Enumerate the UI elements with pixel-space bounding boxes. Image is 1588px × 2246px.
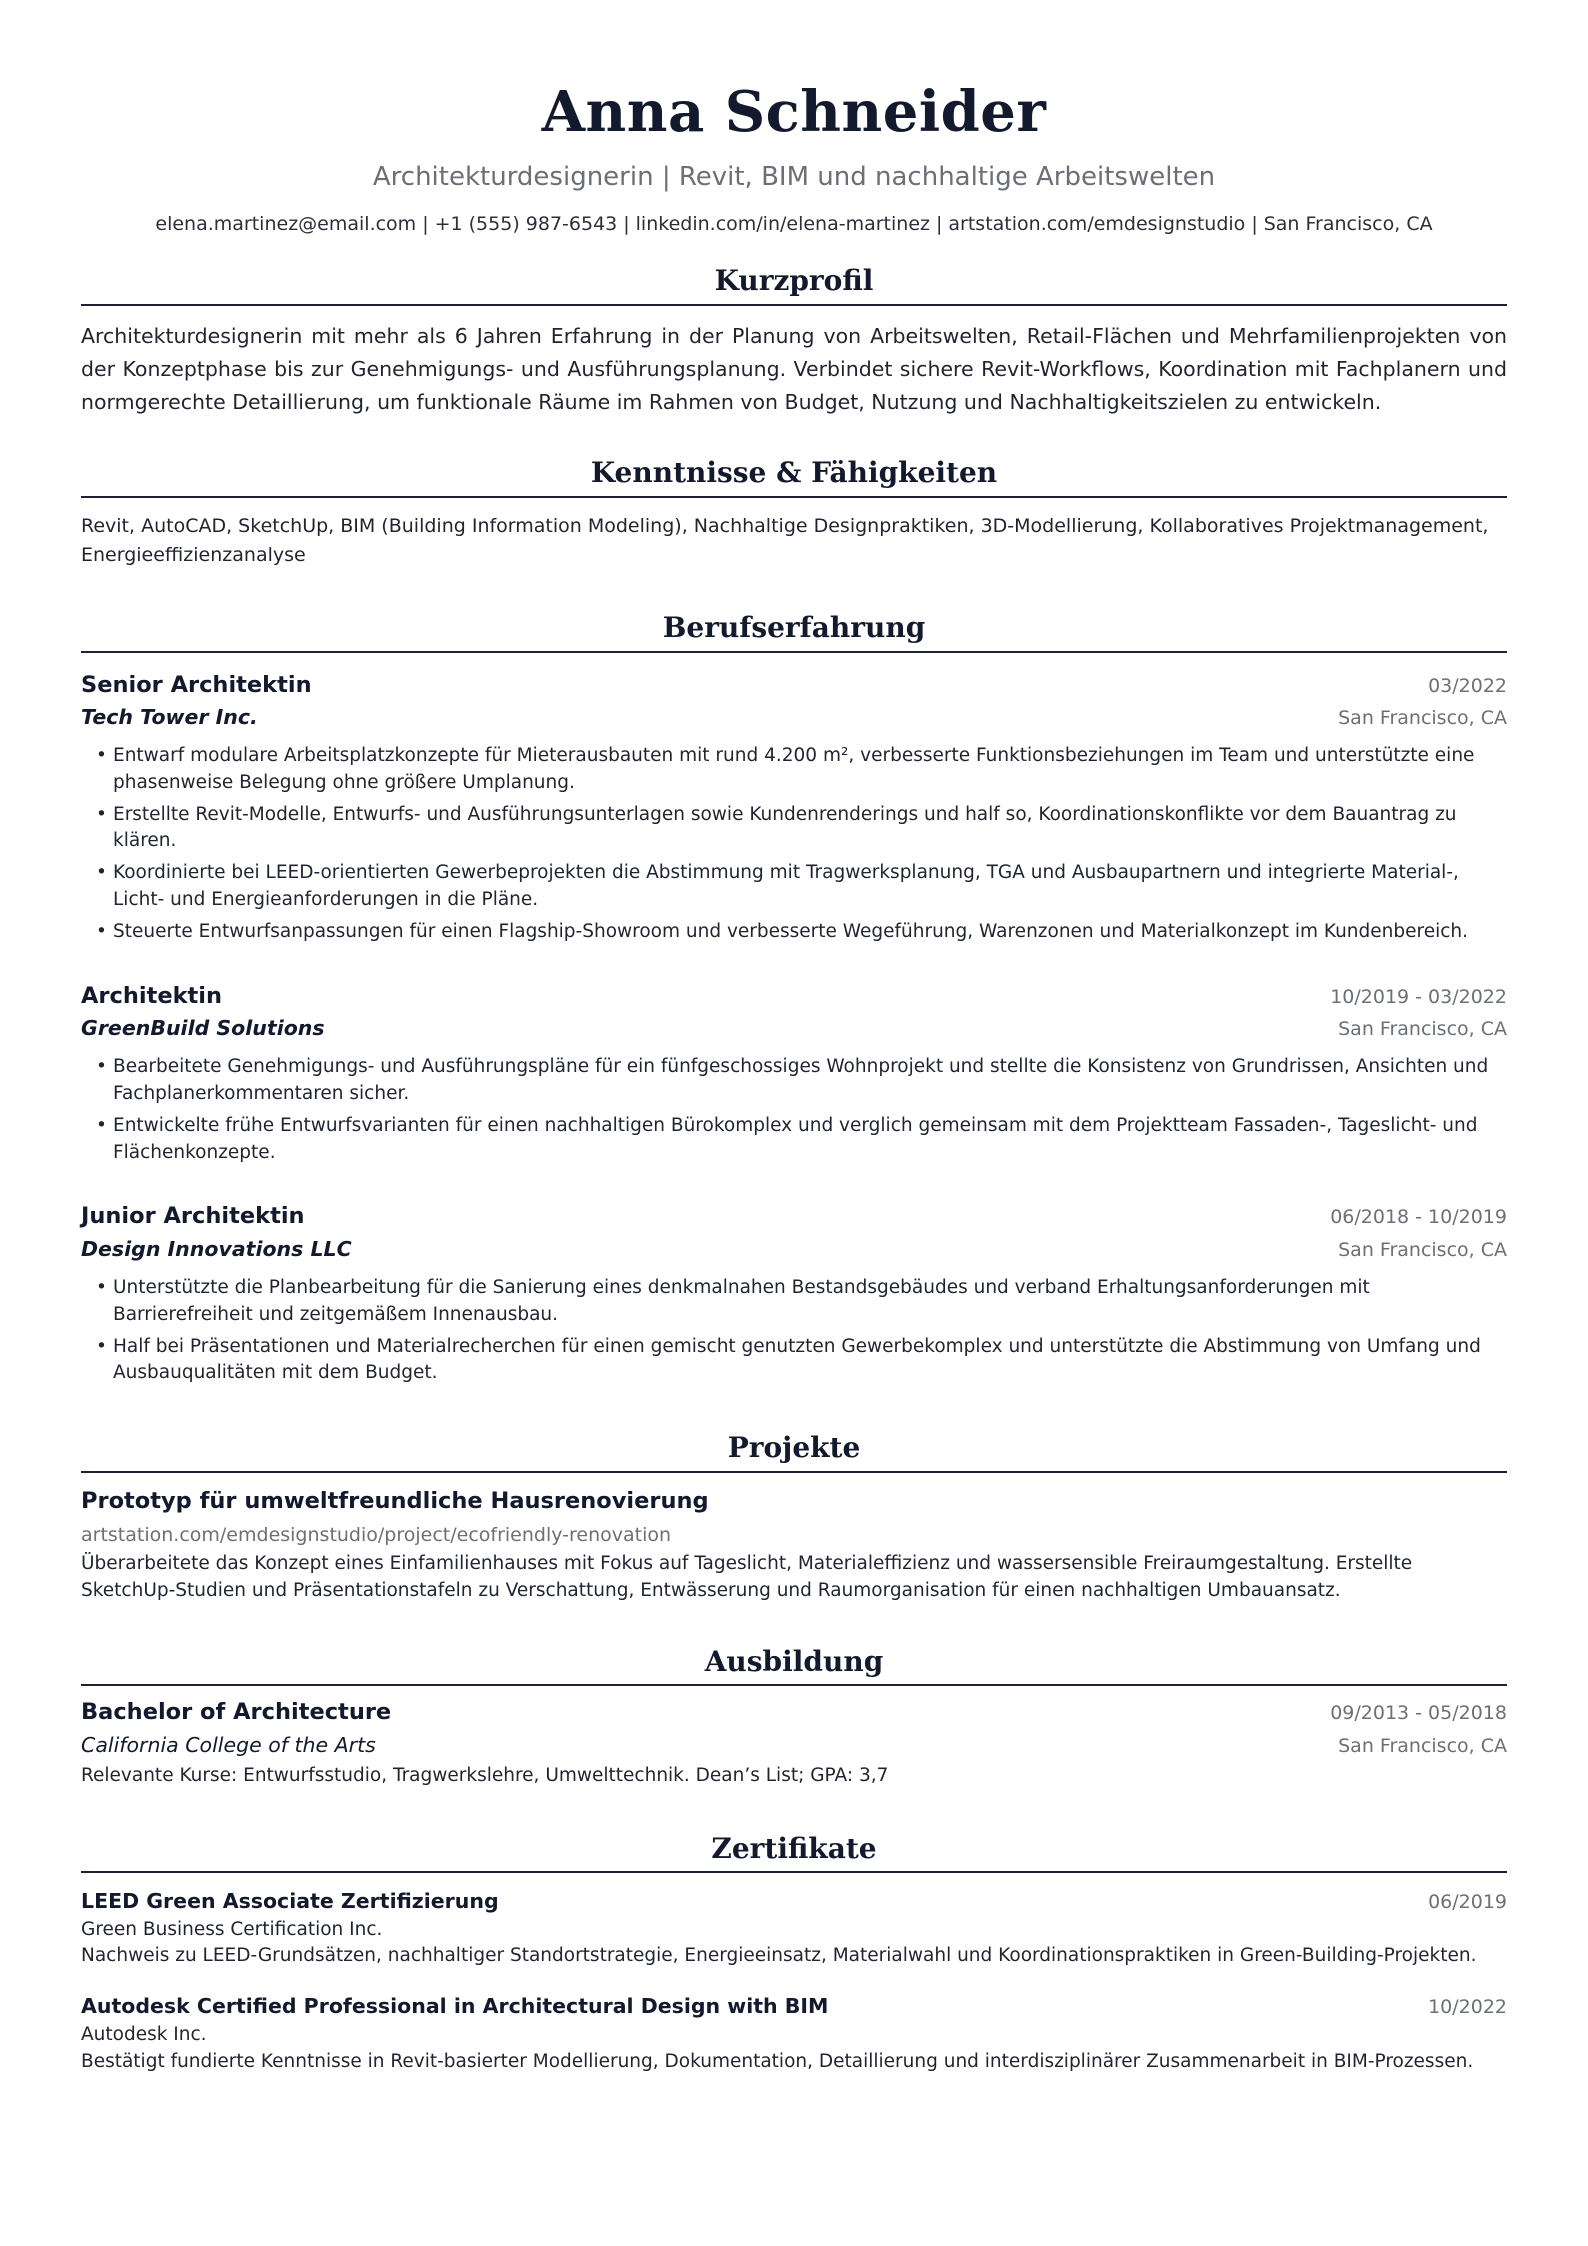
skills-heading: Kenntnisse & Fähigkeiten xyxy=(81,456,1507,498)
education-note: Relevante Kurse: Entwurfsstudio, Tragwerkslehre, Umwelttechnik. Dean’s List; GPA: 3,7 xyxy=(81,1764,889,1786)
education-date: 09/2013 - 05/2018 xyxy=(1330,1702,1507,1725)
job-location: San Francisco, CA xyxy=(1338,707,1507,730)
certificate-entry xyxy=(81,1992,1507,2075)
summary-section xyxy=(81,264,1507,418)
job-company: Design Innovations LLC xyxy=(81,1237,352,1262)
contact-separator: | xyxy=(936,212,943,235)
certificates-heading: Zertifikate xyxy=(81,1832,1507,1874)
job-bullet: • Entwickelte frühe Entwurfsvarianten für einen nachhaltigen Bürokomplex und verglich gemeinsam mit dem Projektteam Fassaden-, Tageslicht- und Flächenkonzepte. xyxy=(113,1113,1507,1167)
contact-portfolio: artstation.com/emdesignstudio xyxy=(948,212,1246,235)
summary-heading: Kurzprofil xyxy=(81,264,1507,306)
job-date: 10/2019 - 03/2022 xyxy=(1330,985,1507,1008)
education-heading: Ausbildung xyxy=(81,1645,1507,1687)
job-bullet: • Entwarf modulare Arbeitsplatzkonzepte für Mieterausbauten mit rund 4.200 m², verbesserte Funktionsbeziehungen im Team und unterstützte eine phasenweise Belegung ohne größere Umplanung. xyxy=(113,743,1507,797)
contact-separator: | xyxy=(623,212,630,235)
skills-section xyxy=(81,456,1507,570)
job-role: Architektin xyxy=(81,982,223,1009)
contact-line xyxy=(81,212,1507,237)
job-date: 03/2022 xyxy=(1428,674,1507,697)
contact-separator: | xyxy=(1251,212,1258,235)
projects-section xyxy=(81,1431,1507,1604)
project-title: Prototyp für umweltfreundliche Hausrenovierung xyxy=(81,1487,709,1514)
certificate-description: Bestätigt fundierte Kenntnisse in Revit-basierter Modellierung, Dokumentation, Detaillierung und interdisziplinärer Zusammenarbeit in BIM-Prozessen. xyxy=(81,2050,1474,2072)
job-bullet: • Koordinierte bei LEED-orientierten Gewerbeprojekten die Abstimmung mit Tragwerksplanung, TGA und Ausbaupartnern und integrierte Material-, Licht- und Energieanforderungen in die Pläne. xyxy=(113,860,1507,914)
candidate-name: Anna Schneider xyxy=(541,79,1047,145)
certificate-name: LEED Green Associate Zertifizierung xyxy=(81,1889,499,1914)
certificate-issuer: Autodesk Inc. xyxy=(81,2023,207,2045)
job-bullets xyxy=(81,1275,1507,1387)
job-bullet: • Unterstützte die Planbearbeitung für die Sanierung eines denkmalnahen Bestandsgebäudes und verband Erhaltungsanforderungen mit Barrierefreiheit und zeitgemäßem Innenausbau. xyxy=(113,1275,1507,1329)
job-bullet: • Erstellte Revit-Modelle, Entwurfs- und Ausführungsunterlagen sowie Kundenrenderings und half so, Koordinationskonflikte vor dem Bauantrag zu klären. xyxy=(113,802,1507,856)
contact-linkedin: linkedin.com/in/elena-martinez xyxy=(635,212,930,235)
experience-section xyxy=(81,611,1507,1387)
job-bullet: • Bearbeitete Genehmigungs- und Ausführungspläne für ein fünfgeschossiges Wohnprojekt und stellte die Konsistenz von Grundrissen, Ansichten und Fachplanerkommentaren sicher. xyxy=(113,1054,1507,1108)
job-company: Tech Tower Inc. xyxy=(81,705,258,730)
education-location: San Francisco, CA xyxy=(1338,1735,1507,1758)
job-company: GreenBuild Solutions xyxy=(81,1016,325,1041)
certificate-description: Nachweis zu LEED-Grundsätzen, nachhaltiger Standortstrategie, Energieeinsatz, Materialwahl und Koordinationspraktiken in Green-Building-Projekten. xyxy=(81,1945,1477,1967)
contact-separator: | xyxy=(422,212,429,235)
education-school: California College of the Arts xyxy=(81,1733,376,1758)
contact-phone: +1 (555) 987-6543 xyxy=(434,212,618,235)
project-entry xyxy=(81,1485,1507,1605)
skills-text: Revit, AutoCAD, SketchUp, BIM (Building Information Modeling), Nachhaltige Designpraktiken, 3D-Modellierung, Kollaboratives Projektmanagement, Energieeffizienzanalyse xyxy=(81,515,1489,567)
certificate-date: 10/2022 xyxy=(1428,1996,1507,2019)
certificate-name: Autodesk Certified Professional in Architectural Design with BIM xyxy=(81,1994,829,2019)
job-location: San Francisco, CA xyxy=(1338,1018,1507,1041)
job-entry xyxy=(81,1200,1507,1387)
experience-heading: Berufserfahrung xyxy=(81,611,1507,653)
candidate-headline: Architekturdesignerin | Revit, BIM und nachhaltige Arbeitswelten xyxy=(372,161,1216,192)
education-entry xyxy=(81,1696,1507,1789)
job-entry xyxy=(81,980,1507,1167)
certificate-issuer: Green Business Certification Inc. xyxy=(81,1918,383,1940)
education-degree: Bachelor of Architecture xyxy=(81,1699,392,1726)
job-bullets xyxy=(81,1054,1507,1166)
job-bullets xyxy=(81,743,1507,946)
contact-email: elena.martinez@email.com xyxy=(155,212,417,235)
projects-heading: Projekte xyxy=(81,1431,1507,1473)
project-description: Überarbeitete das Konzept eines Einfamilienhauses mit Fokus auf Tageslicht, Materialeffizienz und wassersensible Freiraumgestaltung. Erstellte SketchUp-Studien und Präsentationstafeln zu Verschattung, Entwässerung und Raumorganisation für einen nachhaltigen Umbauansatz. xyxy=(81,1553,1413,1601)
project-link[interactable]: artstation.com/emdesignstudio/project/ecofriendly-renovation xyxy=(81,1523,672,1546)
job-location: San Francisco, CA xyxy=(1338,1239,1507,1262)
certificate-date: 06/2019 xyxy=(1428,1891,1507,1914)
job-bullet: • Half bei Präsentationen und Materialrecherchen für einen gemischt genutzten Gewerbekomplex und unterstützte die Abstimmung von Umfang und Ausbauqualitäten mit dem Budget. xyxy=(113,1334,1507,1388)
job-bullet: • Steuerte Entwurfsanpassungen für einen Flagship-Showroom und verbesserte Wegeführung, Warenzonen und Materialkonzept im Kundenbereich. xyxy=(113,919,1507,946)
job-role: Senior Architektin xyxy=(81,671,312,698)
contact-location: San Francisco, CA xyxy=(1263,212,1433,235)
job-date: 06/2018 - 10/2019 xyxy=(1330,1206,1507,1229)
certificate-entry xyxy=(81,1887,1507,1970)
job-role: Junior Architektin xyxy=(81,1203,305,1230)
job-entry xyxy=(81,669,1507,946)
summary-text: Architekturdesignerin mit mehr als 6 Jahren Erfahrung in der Planung von Arbeitswelten, Retail-Flächen und Mehrfamilienprojekten von der Konzeptphase bis zur Genehmigungs- und Ausführungsplanung. Verbindet sichere Revit-Workflows, Koordination mit Fachplanern und normgerechte Detaillierung, um funktionale Räume im Rahmen von Budget, Nutzung und Nachhaltigkeitszielen zu entwickeln. xyxy=(81,324,1507,414)
education-section xyxy=(81,1645,1507,1790)
resume-header xyxy=(81,79,1507,236)
certificates-section xyxy=(81,1832,1507,2076)
